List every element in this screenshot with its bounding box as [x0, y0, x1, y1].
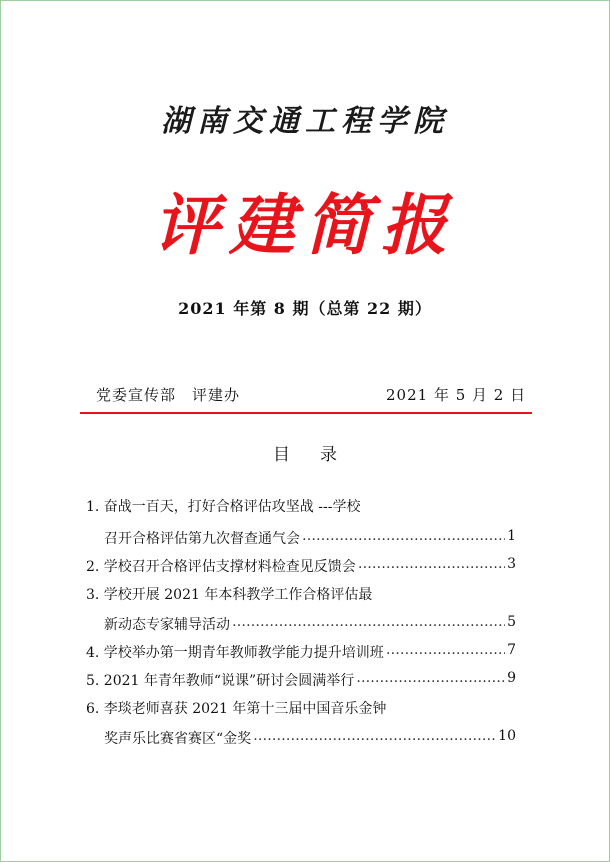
toc-page-number: 7	[507, 642, 516, 658]
toc-item-text: 5. 2021 年青年教师“说课”研讨会圆满举行	[86, 673, 355, 689]
toc-item-1-line1[interactable]: 1. 奋战一百天，打好合格评估攻坚战 ---学校	[86, 499, 361, 515]
toc-item-text: 奖声乐比赛省赛区“金奖	[104, 731, 252, 747]
toc-page-number: 1	[507, 528, 516, 544]
toc-item-3-line2[interactable]	[86, 614, 516, 634]
toc-item-1-line2[interactable]	[86, 528, 516, 548]
toc-item-3-line1[interactable]: 3. 学校开展 2021 年本科教学工作合格评估最	[86, 587, 373, 603]
issue-number: 2021 年第 8 期（总第 22 期）	[178, 299, 432, 318]
toc-item-text: 2. 学校召开合格评估支撑材料检查见反馈会	[86, 559, 356, 575]
leader-dots	[358, 556, 505, 576]
leader-dots	[253, 728, 496, 748]
newsletter-title: 评建简报	[153, 187, 457, 264]
toc-item-text: 新动态专家辅导活动	[104, 617, 230, 633]
toc-page-number: 10	[498, 728, 516, 744]
toc-item-2[interactable]	[86, 556, 516, 576]
toc-page-number: 5	[507, 614, 516, 630]
toc-heading: 目录	[273, 445, 367, 465]
toc-page-number: 3	[507, 556, 516, 572]
red-divider	[80, 412, 532, 414]
leader-dots	[356, 670, 505, 690]
toc-page-number: 9	[507, 670, 516, 686]
toc-item-5[interactable]	[86, 670, 516, 690]
toc-item-6-line1[interactable]: 6. 李琰老师喜获 2021 年第十三届中国音乐金钟	[86, 701, 387, 717]
toc-item-4[interactable]	[86, 642, 516, 662]
toc-item-text: 召开合格评估第九次督查通气会	[104, 531, 300, 547]
school-name: 湖南交通工程学院	[161, 104, 449, 139]
leader-dots	[232, 614, 505, 634]
leader-dots	[302, 528, 505, 548]
toc-item-text: 4. 学校举办第一期青年教师教学能力提升培训班	[86, 645, 384, 661]
toc-item-6-line2[interactable]	[86, 728, 516, 748]
publisher: 党委宣传部 评建办	[96, 386, 241, 404]
leader-dots	[386, 642, 505, 662]
publish-date: 2021 年 5 月 2 日	[386, 386, 527, 404]
